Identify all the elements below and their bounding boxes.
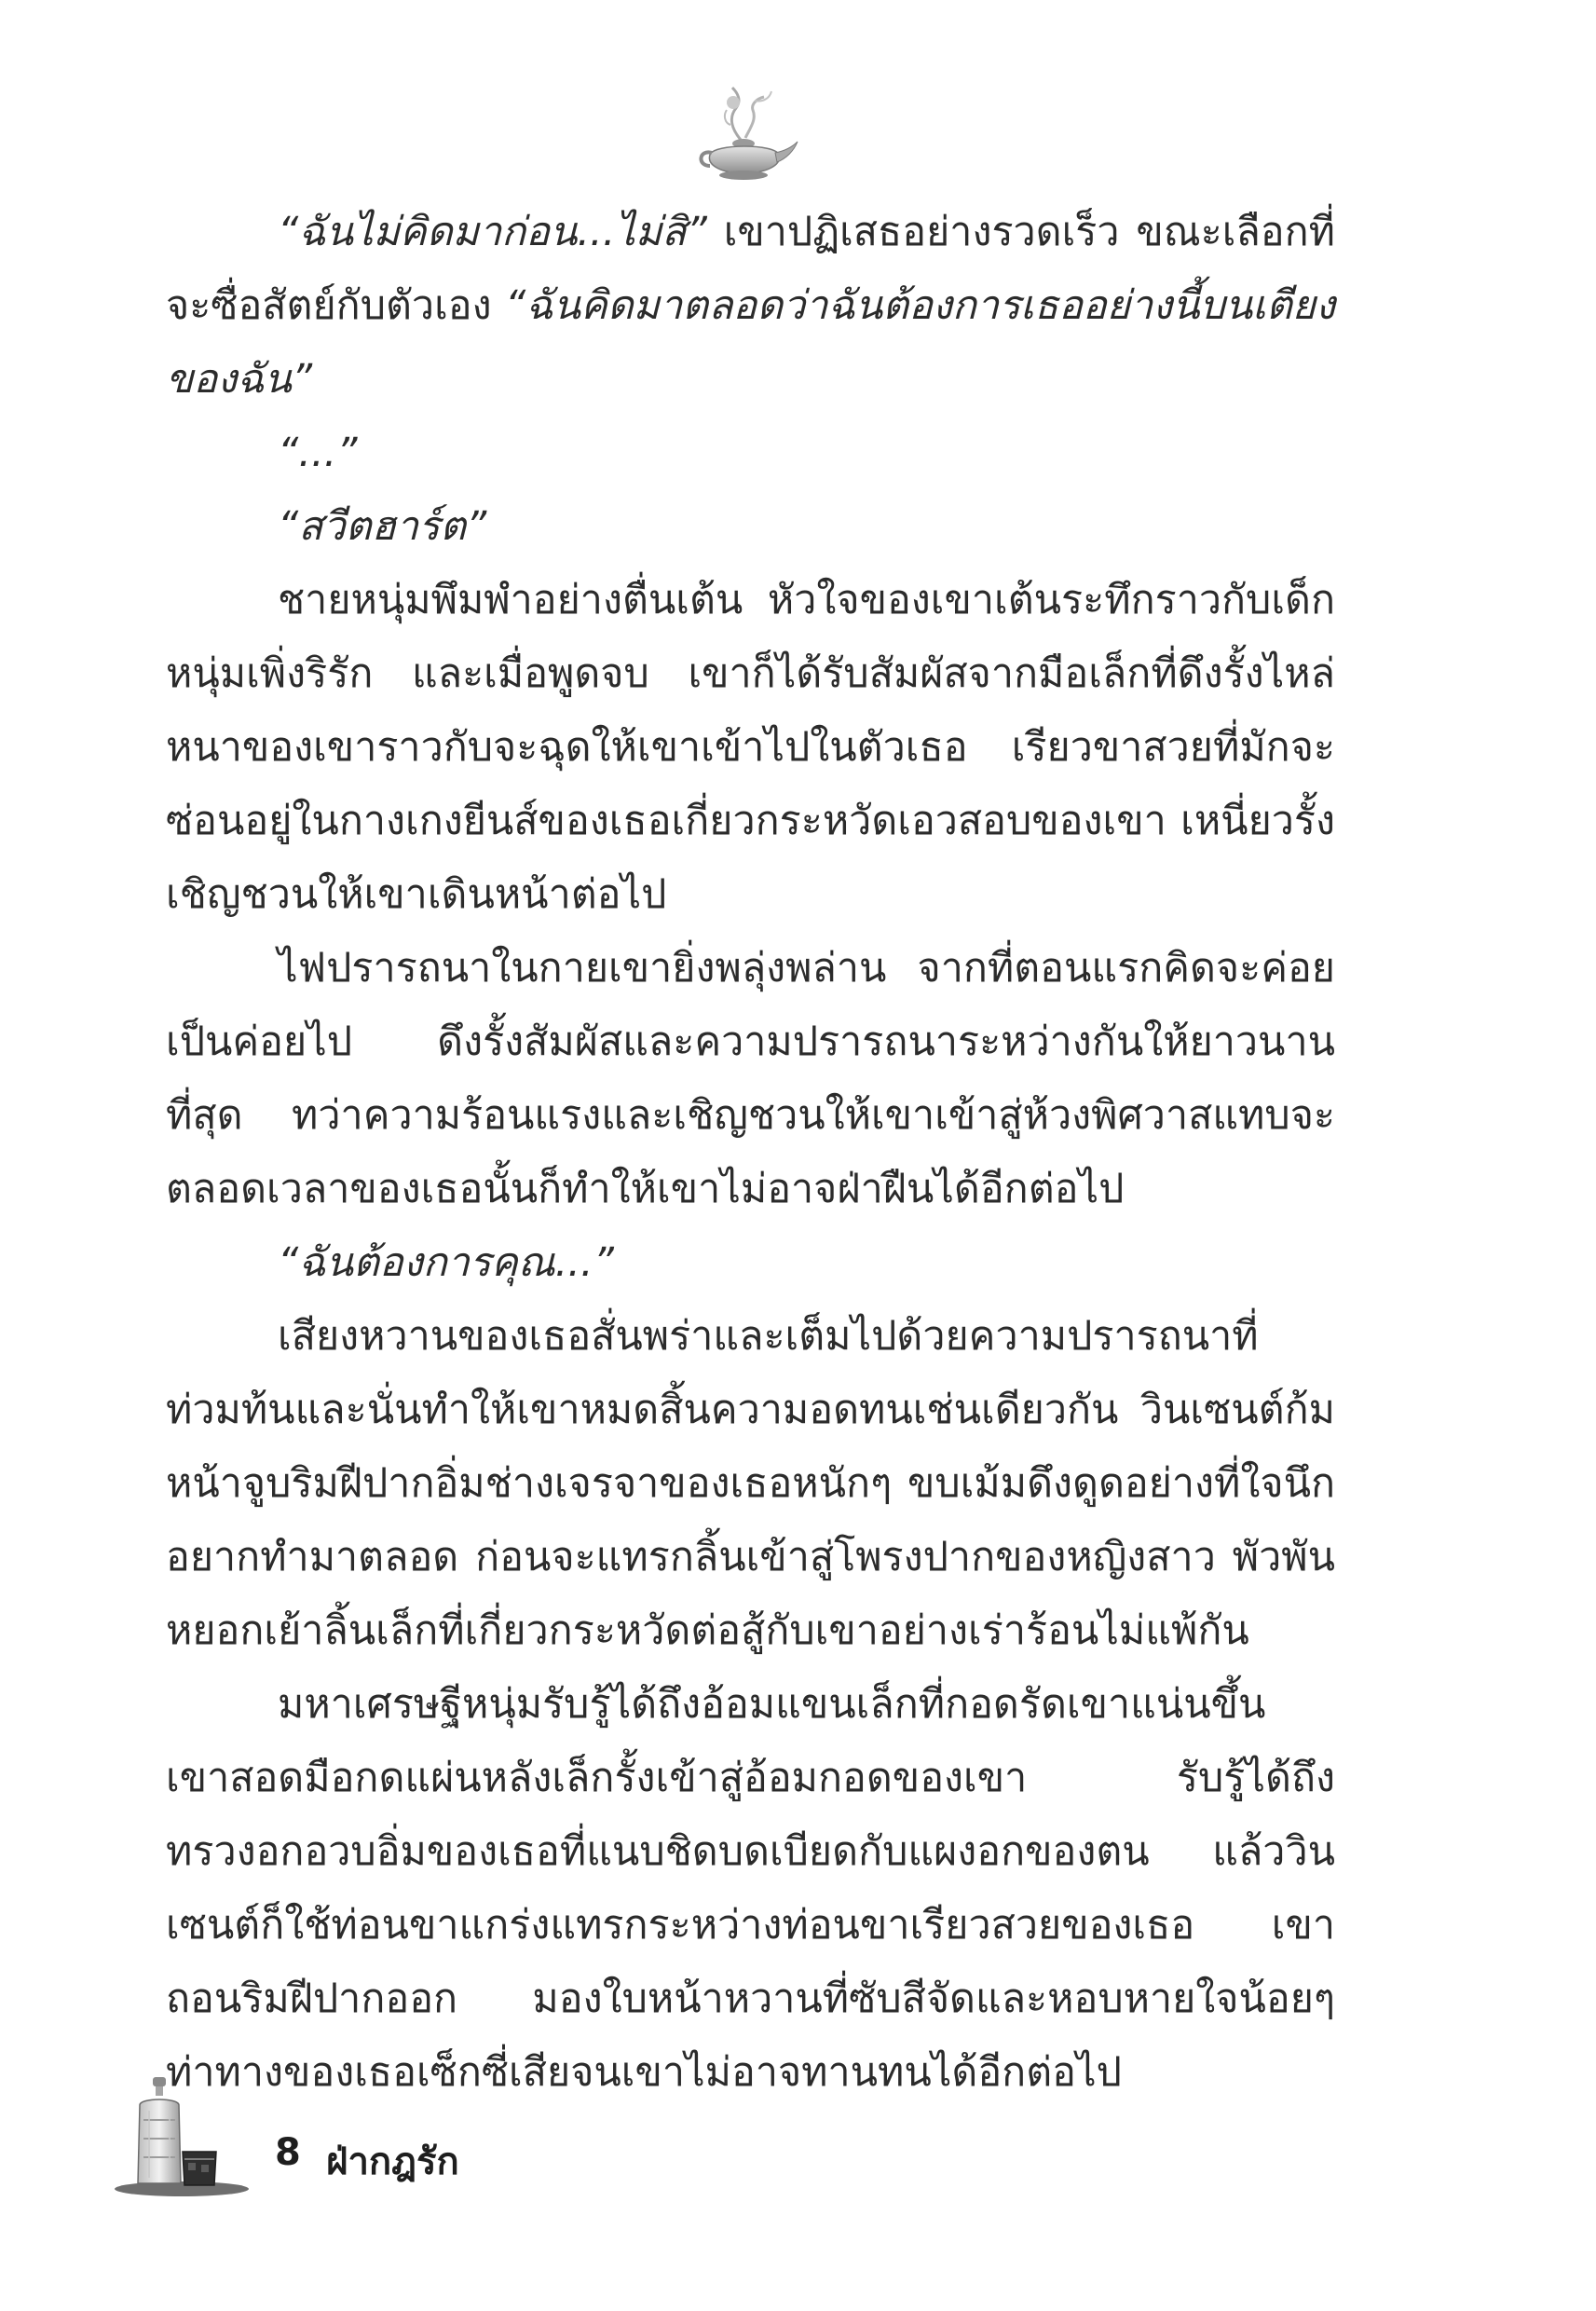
paragraph	[166, 932, 1335, 1226]
narration: เขาปฏิเสธอย่างรวดเร็ว ขณะเลือกที่จะซื่อสัตย์กับตัวเอง	[166, 209, 1335, 329]
dialogue-quote: “ฉันคิดมาตลอดว่าฉันต้องการเธออย่างนี้บนเตียงของฉัน”	[166, 282, 1335, 403]
narration: มหาเศรษฐีหนุ่มรับรู้ได้ถึงอ้อมแขนเล็กที่กอดรัดเขาแน่นขึ้น เขาสอดมือกดแผ่นหลังเล็กรั้งเข้าสู่อ้อมกอดของเขา รับรู้ได้ถึงทรวงอกอวบอิ่มของเธอที่แนบชิดบดเบียดกับแผงอกของตน แล้ววินเซนต์ก็ใช้ท่อนขาแกร่งแทรกระหว่างท่อนขาเรียวสวยของเธอ เขาถอนริมฝีปากออก มองใบหน้าหวานที่ซับสีจัดและหอบหายใจน้อยๆ ท่าทางของเธอเซ็กซี่เสียจนเขาไม่อาจทานทนได้อีกต่อไป	[166, 1681, 1335, 2096]
paragraph	[166, 564, 1335, 932]
paragraph	[166, 1668, 1335, 2110]
paragraph	[166, 490, 1335, 564]
magic-lamp-fairy-icon	[689, 82, 801, 185]
paragraph	[166, 1300, 1335, 1668]
page-number: 8	[275, 2131, 301, 2174]
dialogue-quote: “ฉันต้องการคุณ...”	[278, 1239, 614, 1286]
book-title: ฝ่ากฎรัก	[326, 2140, 459, 2183]
page-footer	[112, 2073, 671, 2204]
narration: ชายหนุ่มพึมพำอย่างตื่นเต้น หัวใจของเขาเต้นระทึกราวกับเด็กหนุ่มเพิ่งริรัก และเมื่อพูดจบ เขาก็ได้รับสัมผัสจากมือเล็กที่ดึงรั้งไหล่หนาของเขาราวกับจะฉุดให้เขาเข้าไปในตัวเธอ เรียวขาสวยที่มักจะซ่อนอยู่ในกางเกงยีนส์ของเธอเกี่ยวกระหวัดเอวสอบของเขา เหนี่ยวรั้งเชิญชวนให้เขาเดินหน้าต่อไป	[166, 577, 1335, 918]
narration: ไฟปรารถนาในกายเขายิ่งพลุ่งพล่าน จากที่ตอนแรกคิดจะค่อยเป็นค่อยไป ดึงรั้งสัมผัสและความปรารถนาระหว่างกันให้ยาวนานที่สุด ทว่าความร้อนแรงและเชิญชวนให้เขาเข้าสู่ห้วงพิศวาสแทบจะตลอดเวลาของเธอนั้นก็ทำให้เขาไม่อาจฝ่าฝืนได้อีกต่อไป	[166, 945, 1335, 1212]
paragraph	[166, 417, 1335, 490]
dialogue-quote: “ฉันไม่คิดมาก่อน...ไม่สิ”	[278, 209, 707, 255]
body-text	[166, 196, 1335, 2110]
paragraph	[166, 1226, 1335, 1300]
dialogue-quote: “สวีตฮาร์ต”	[278, 503, 487, 550]
narration: เสียงหวานของเธอสั่นพร่าและเต็มไปด้วยความปรารถนาที่ท่วมท้นและนั่นทำให้เขาหมดสิ้นความอดทนเช่นเดียวกัน วินเซนต์ก้มหน้าจูบริมฝีปากอิ่มช่างเจรจาของเธอหนักๆ ขบเม้มดึงดูดอย่างที่ใจนึกอยากทำมาตลอด ก่อนจะแทรกลิ้นเข้าสู่โพรงปากของหญิงสาว พัวพันหยอกเย้าลิ้นเล็กที่เกี่ยวกระหวัดต่อสู้กับเขาอย่างเร่าร้อนไม่แพ้กัน	[166, 1313, 1335, 1654]
dialogue-quote: “...”	[278, 430, 358, 476]
whisky-decanter-glass-icon	[112, 2073, 252, 2199]
paragraph	[166, 196, 1335, 417]
